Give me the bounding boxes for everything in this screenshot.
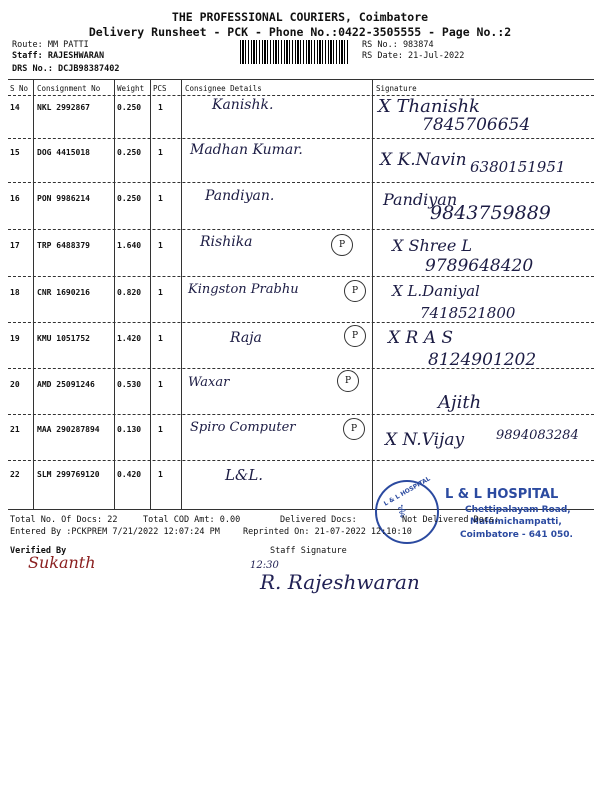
row-sno: 18 <box>10 288 20 297</box>
barcode <box>240 40 350 64</box>
drs-number: DRS No.: DCJB98387402 <box>12 64 120 74</box>
consignee-name: Pandiyan. <box>205 188 275 204</box>
stamp-address-line: Coimbatore - 641 050. <box>460 530 573 540</box>
pod-mark: P <box>337 370 359 392</box>
staff-signature: R. Rajeshwaran <box>260 570 420 594</box>
table-header-rule <box>8 95 594 96</box>
row-divider <box>8 182 594 183</box>
recipient-signature: X R A S <box>388 328 454 348</box>
pod-mark: P <box>331 234 353 256</box>
row-consignment-no: PON 9986214 <box>37 194 90 203</box>
row-weight: 0.250 <box>117 194 142 203</box>
recipient-phone: 7418521800 <box>420 304 516 322</box>
rs-date: RS Date: 21-Jul-2022 <box>362 51 465 61</box>
row-pcs: 1 <box>158 334 163 343</box>
stamp-address-line: Malumichampatti, <box>470 517 562 527</box>
row-sno: 19 <box>10 334 20 343</box>
row-pcs: 1 <box>158 470 163 479</box>
row-weight: 0.820 <box>117 288 142 297</box>
row-weight: 0.420 <box>117 470 142 479</box>
row-consignment-no: MAA 290287894 <box>37 425 100 434</box>
reprinted-on: Reprinted On: 21-07-2022 12:10:10 <box>243 527 412 537</box>
runsheet-title: Delivery Runsheet - PCK - Phone No.:0422-3505555 - Page No.:2 <box>88 25 512 39</box>
consignee-name: Kingston Prabhu <box>188 282 299 297</box>
consignee-name: Kanishk. <box>212 97 274 113</box>
row-divider <box>8 460 594 461</box>
row-weight: 0.530 <box>117 380 142 389</box>
recipient-signature: X L.Daniyal <box>392 282 480 300</box>
column-header-signature: Signature <box>376 84 417 93</box>
column-divider <box>181 79 182 509</box>
consignee-name: Madhan Kumar. <box>190 142 303 158</box>
column-header-consignment: Consignment No <box>37 84 101 93</box>
row-consignment-no: AMD 25091246 <box>37 380 95 389</box>
row-consignment-no: DOG 4415018 <box>37 148 90 157</box>
verifier-signature: Sukanth <box>28 553 96 572</box>
row-sno: 22 <box>10 470 20 479</box>
row-consignment-no: TRP 6488379 <box>37 241 90 250</box>
column-divider <box>150 79 151 509</box>
row-pcs: 1 <box>158 103 163 112</box>
recipient-phone: 9894083284 <box>496 428 579 443</box>
recipient-signature: X N.Vijay <box>385 430 465 450</box>
staff-sign-time: 12:30 <box>250 560 279 571</box>
row-weight: 1.640 <box>117 241 142 250</box>
row-sno: 16 <box>10 194 20 203</box>
row-pcs: 1 <box>158 380 163 389</box>
entered-by: Entered By :PCKPREM 7/21/2022 12:07:24 PM <box>10 527 220 537</box>
column-divider <box>33 79 34 509</box>
row-sno: 17 <box>10 241 20 250</box>
column-header-sno: S No <box>10 84 29 93</box>
row-consignment-no: CNR 1690216 <box>37 288 90 297</box>
column-divider <box>114 79 115 509</box>
recipient-signature: X Thanishk <box>378 96 480 117</box>
stamp-ring-text: L & L HOSPITAL <box>382 475 432 508</box>
stamp-title: L & L HOSPITAL <box>445 487 559 502</box>
caduceus-icon: ⚕ <box>397 502 407 523</box>
row-weight: 0.250 <box>117 103 142 112</box>
stamp-address-line: Chettipalayam Road, <box>465 505 571 515</box>
verified-by-label: Verified By <box>10 546 67 556</box>
rs-number: RS No.: 983874 <box>362 40 434 50</box>
column-header-pcs: PCS <box>153 84 167 93</box>
row-weight: 0.250 <box>117 148 142 157</box>
row-sno: 20 <box>10 380 20 389</box>
company-title: THE PROFESSIONAL COURIERS, Coimbatore <box>171 10 429 24</box>
recipient-signature: X K.Navin <box>380 150 467 170</box>
recipient-phone: 6380151951 <box>470 158 566 176</box>
row-divider <box>8 414 594 415</box>
recipient-phone: 9789648420 <box>425 256 534 276</box>
row-weight: 1.420 <box>117 334 142 343</box>
row-consignment-no: NKL 2992867 <box>37 103 90 112</box>
row-consignment-no: KMU 1051752 <box>37 334 90 343</box>
recipient-signature: Ajith <box>438 392 482 413</box>
row-consignment-no: SLM 299769120 <box>37 470 100 479</box>
pod-mark: P <box>344 325 366 347</box>
not-delivered-docs: Not Delivered Docs: <box>402 515 500 525</box>
consignee-name: L&L. <box>225 466 264 484</box>
row-divider <box>8 276 594 277</box>
staff-signature-label: Staff Signature <box>270 546 347 556</box>
total-cod: Total COD Amt: 0.00 <box>143 515 241 525</box>
recipient-phone: 8124901202 <box>428 350 537 370</box>
row-sno: 14 <box>10 103 20 112</box>
consignee-name: Rishika <box>200 234 253 250</box>
row-divider <box>8 322 594 323</box>
row-pcs: 1 <box>158 148 163 157</box>
route-label: Route: MM PATTI <box>12 40 89 50</box>
row-weight: 0.130 <box>117 425 142 434</box>
column-header-weight: Weight <box>117 84 145 93</box>
recipient-phone: 7845706654 <box>422 115 531 135</box>
row-pcs: 1 <box>158 288 163 297</box>
consignee-name: Waxar <box>188 375 230 390</box>
pod-mark: P <box>343 418 365 440</box>
row-pcs: 1 <box>158 425 163 434</box>
recipient-signature: X Shree L <box>392 236 473 255</box>
row-divider <box>8 138 594 139</box>
column-divider <box>372 79 373 509</box>
total-docs: Total No. Of Docs: 22 <box>10 515 118 525</box>
column-header-consignee: Consignee Details <box>185 84 262 93</box>
recipient-signature: Pandiyan <box>383 190 458 209</box>
row-sno: 15 <box>10 148 20 157</box>
pod-mark: P <box>344 280 366 302</box>
table-top-rule <box>8 79 594 80</box>
delivered-docs: Delivered Docs: <box>280 515 357 525</box>
consignee-name: Raja <box>230 330 262 346</box>
row-divider <box>8 368 594 369</box>
row-pcs: 1 <box>158 241 163 250</box>
row-divider <box>8 229 594 230</box>
row-sno: 21 <box>10 425 20 434</box>
recipient-phone: 9843759889 <box>430 202 551 224</box>
staff-label: Staff: RAJESHWARAN <box>12 51 105 61</box>
row-pcs: 1 <box>158 194 163 203</box>
consignee-name: Spiro Computer <box>190 420 296 435</box>
